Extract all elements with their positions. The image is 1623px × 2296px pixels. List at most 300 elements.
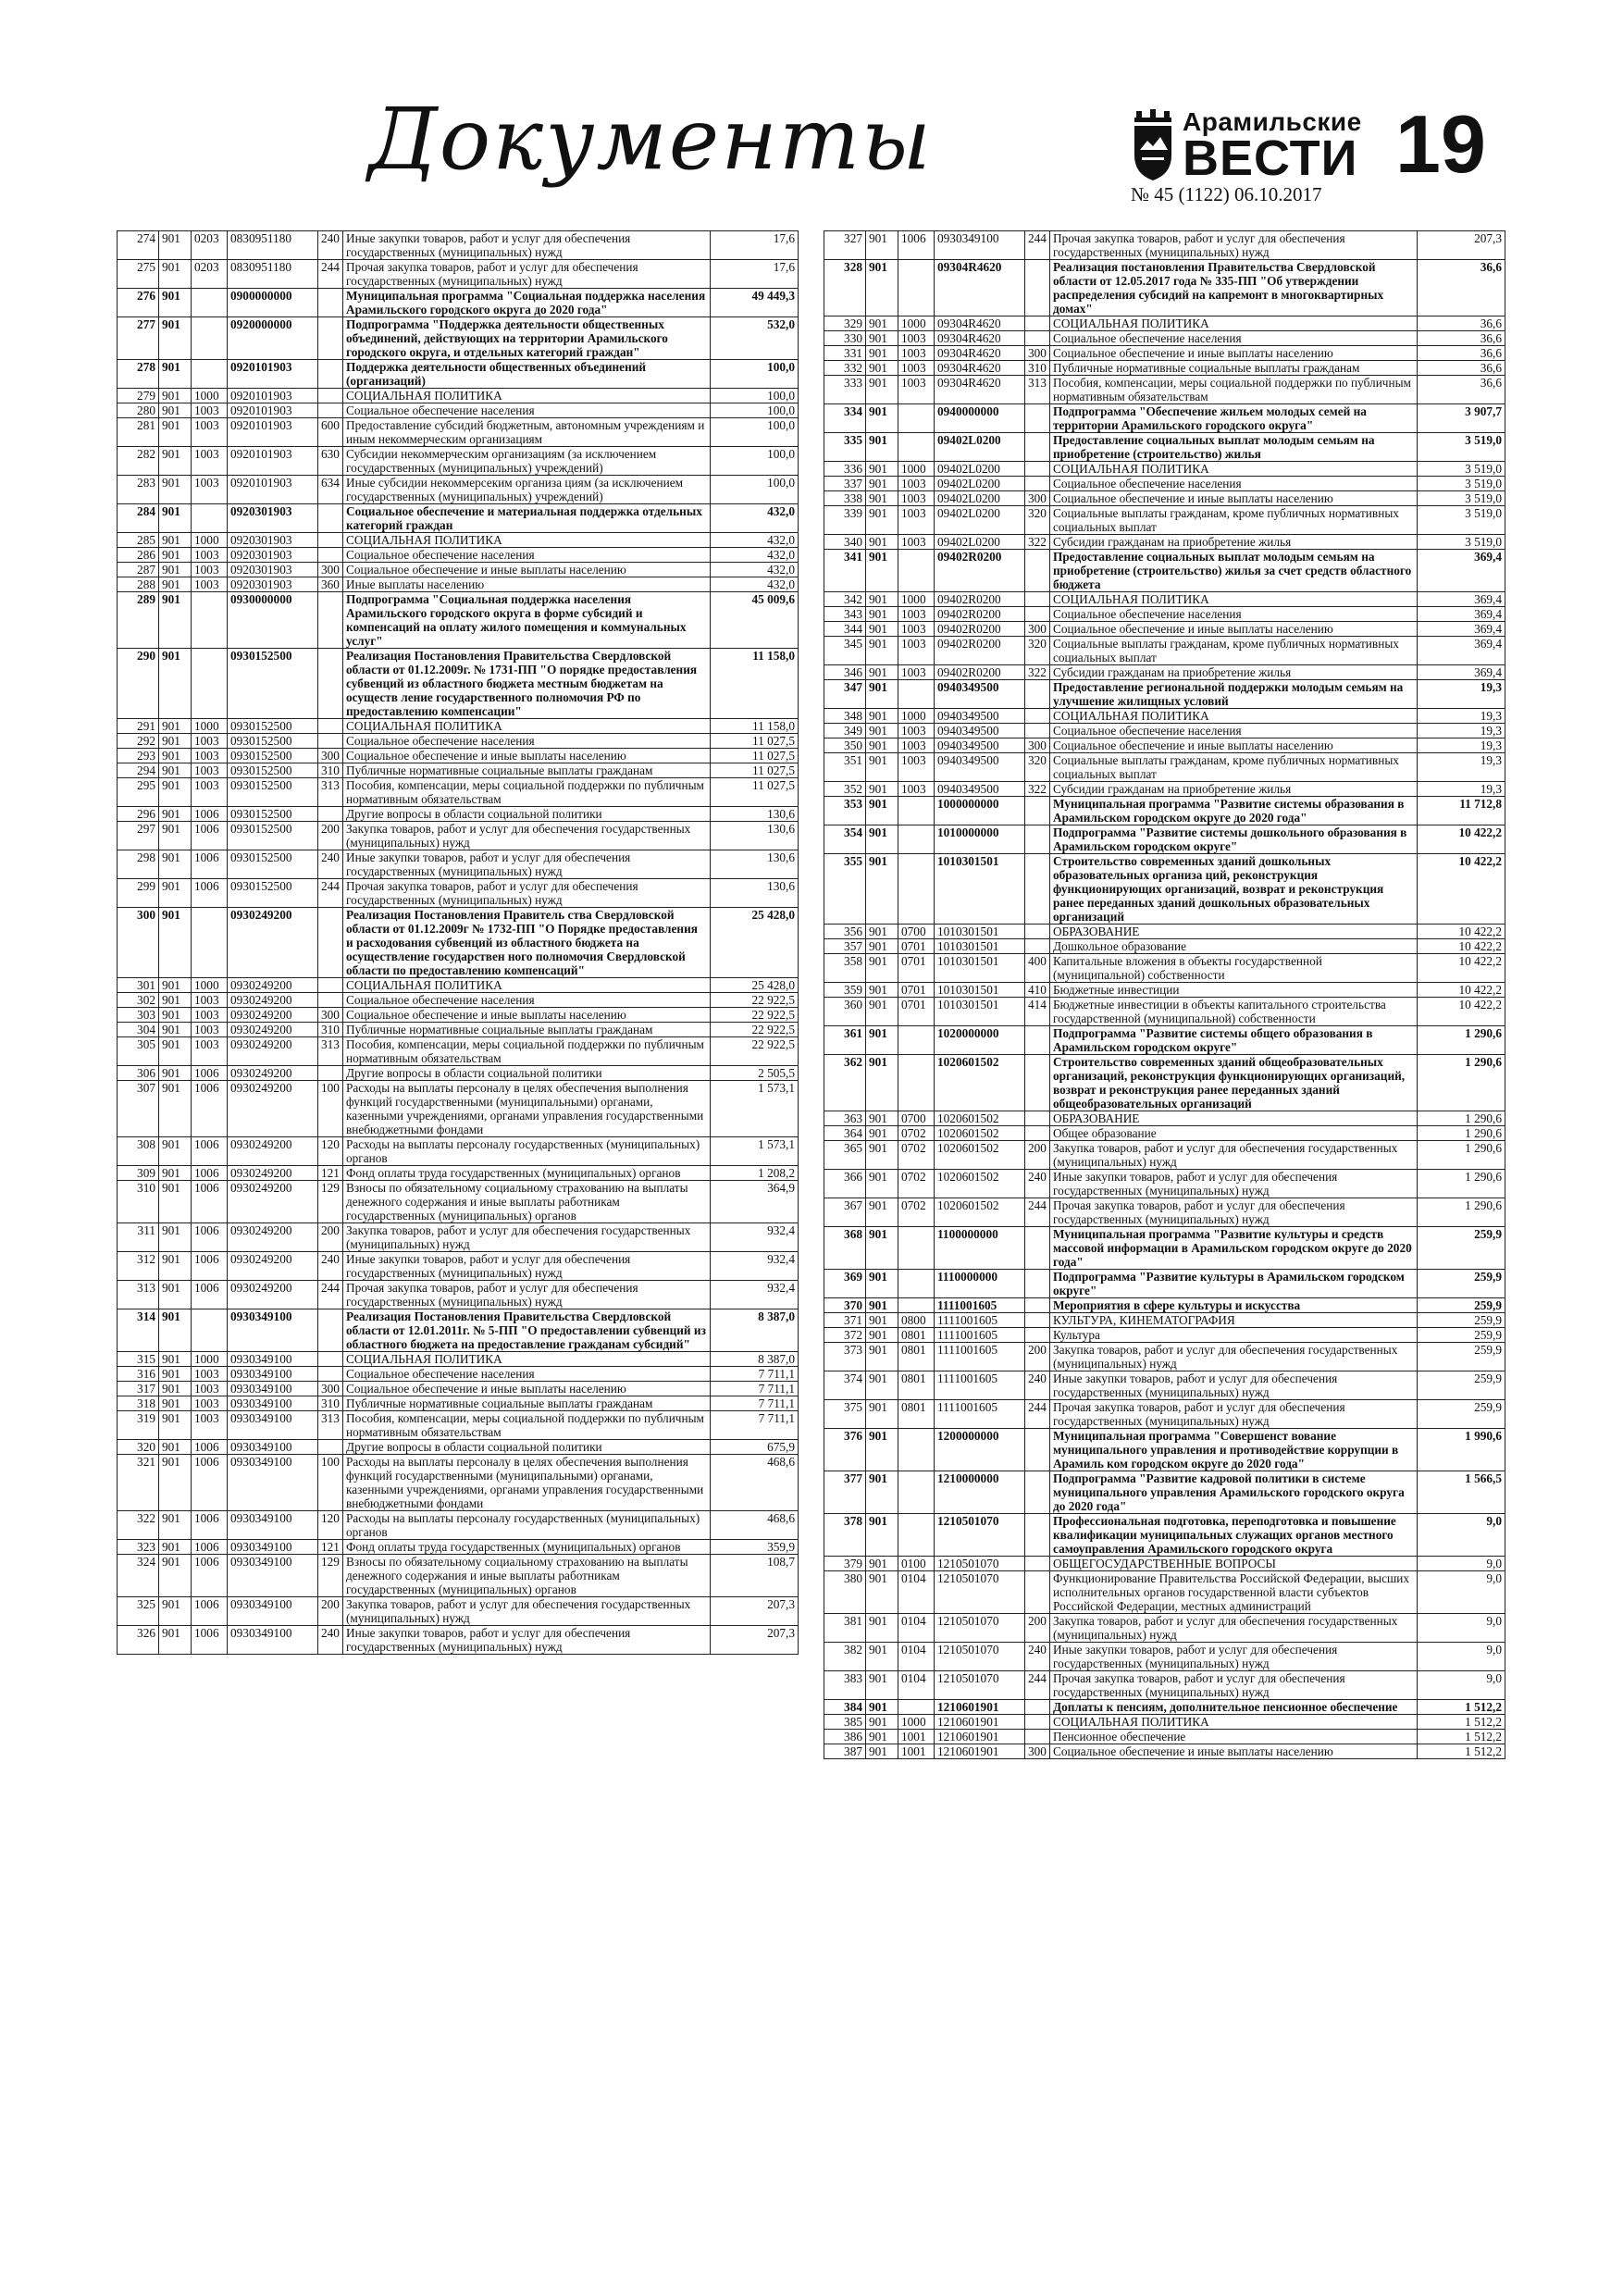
target-article-code: 0920101903 [228,447,318,476]
department-code: 901 [866,622,898,637]
department-code: 901 [866,939,898,954]
expense-name: Предоставление региональной поддержки молодым семьям на улучшение жилищных условий [1050,680,1418,709]
table-row [824,376,1505,404]
amount: 17,6 [711,231,799,260]
table-row [118,1309,799,1352]
table-row [824,1471,1505,1514]
target-article-code: 0930249200 [228,1281,318,1309]
department-code: 901 [159,649,192,719]
section-code: 1003 [898,376,935,404]
table-row [118,778,799,807]
row-number: 372 [824,1328,866,1343]
section-code [898,1514,935,1557]
expense-type-code [318,533,343,548]
target-article-code: 09304R4620 [935,376,1025,404]
section-code [898,260,935,316]
table-row [824,260,1505,316]
expense-name: Закупка товаров, работ и услуг для обеспечения государственных (муниципальных) нужд [343,1597,711,1626]
section-code: 1003 [192,749,228,763]
department-code: 901 [866,1141,898,1170]
target-article-code: 0930249200 [228,1181,318,1223]
table-row [118,1440,799,1455]
amount: 359,9 [711,1540,799,1555]
section-code: 0701 [898,939,935,954]
section-code [898,1227,935,1270]
amount: 36,6 [1418,316,1505,331]
table-row [118,1511,799,1540]
expense-name: Прочая закупка товаров, работ и услуг для обеспечения государственных (муниципальных) нужд [343,879,711,908]
row-number: 363 [824,1111,866,1126]
section-code [192,592,228,649]
row-number: 324 [118,1555,159,1597]
department-code: 901 [866,925,898,939]
table-row [824,1227,1505,1270]
expense-type-code: 300 [1025,1744,1050,1759]
table-row [118,260,799,289]
expense-type-code [318,317,343,360]
expense-name: Муниципальная программа "Совершенст вование муниципального управления и противодействие коррупции в Арамиль ком городском округе до 2020 года" [1050,1429,1418,1471]
amount: 9,0 [1418,1643,1505,1671]
target-article-code: 1210501070 [935,1514,1025,1557]
expense-type-code: 129 [318,1181,343,1223]
row-number: 365 [824,1141,866,1170]
expense-name: Социальное обеспечение и иные выплаты населению [343,1008,711,1023]
department-code: 901 [866,1429,898,1471]
section-code: 1001 [898,1744,935,1759]
row-number: 286 [118,548,159,563]
amount: 22 922,5 [711,1037,799,1066]
expense-name: Закупка товаров, работ и услуг для обеспечения государственных (муниципальных) нужд [343,1223,711,1252]
issue-number-date: № 45 (1122) 06.10.2017 [1131,183,1322,205]
table-row [824,1715,1505,1730]
expense-type-code [1025,331,1050,346]
expense-name: Пособия, компенсации, меры социальной поддержки по публичным нормативным обязательствам [343,1037,711,1066]
row-number: 279 [118,389,159,403]
target-article-code: 09402R0200 [935,607,1025,622]
amount: 1 290,6 [1418,1055,1505,1111]
row-number: 277 [118,317,159,360]
row-number: 387 [824,1744,866,1759]
expense-name: Взносы по обязательному социальному страхованию на выплаты денежного содержания и иные выплаты работникам государственных (муниципальных) органов [343,1181,711,1223]
section-code: 1003 [898,506,935,535]
section-code: 1003 [192,548,228,563]
row-number: 344 [824,622,866,637]
amount: 49 449,3 [711,289,799,317]
target-article-code: 1210501070 [935,1643,1025,1671]
section-code [898,1055,935,1111]
amount: 432,0 [711,504,799,533]
expense-name: Социальное обеспечение и иные выплаты населению [1050,346,1418,361]
expense-type-code: 300 [1025,491,1050,506]
amount: 3 519,0 [1418,491,1505,506]
expense-name: Субсидии гражданам на приобретение жилья [1050,782,1418,797]
department-code: 901 [159,260,192,289]
section-code [898,854,935,925]
department-code: 901 [159,879,192,908]
amount: 19,3 [1418,738,1505,753]
expense-name: Социальное обеспечение населения [1050,724,1418,738]
row-number: 356 [824,925,866,939]
expense-type-code: 120 [318,1137,343,1166]
expense-type-code [1025,433,1050,462]
row-number: 311 [118,1223,159,1252]
amount: 130,6 [711,879,799,908]
amount: 36,6 [1418,331,1505,346]
amount: 130,6 [711,807,799,822]
table-row [824,1328,1505,1343]
department-code: 901 [159,1352,192,1367]
table-row [118,978,799,993]
table-row [118,1166,799,1181]
expense-type-code [318,592,343,649]
expense-type-code: 240 [318,231,343,260]
target-article-code: 09402L0200 [935,462,1025,477]
target-article-code: 1111001605 [935,1371,1025,1400]
target-article-code: 1010000000 [935,825,1025,854]
expense-name: Другие вопросы в области социальной политики [343,1066,711,1081]
amount: 45 009,6 [711,592,799,649]
department-code: 901 [866,1313,898,1328]
amount: 675,9 [711,1440,799,1455]
row-number: 319 [118,1411,159,1440]
amount: 10 422,2 [1418,925,1505,939]
expense-type-code [1025,825,1050,854]
expense-type-code [318,908,343,978]
target-article-code: 0940349500 [935,709,1025,724]
amount: 3 907,7 [1418,404,1505,433]
amount: 22 922,5 [711,1023,799,1037]
expense-type-code: 100 [318,1455,343,1511]
department-code: 901 [866,535,898,550]
expense-type-code [1025,854,1050,925]
table-row [118,1066,799,1081]
target-article-code: 0930152500 [228,734,318,749]
expense-type-code: 244 [318,1281,343,1309]
expense-name: ОБРАЗОВАНИЕ [1050,925,1418,939]
section-code: 1006 [192,1540,228,1555]
row-number: 358 [824,954,866,983]
row-number: 315 [118,1352,159,1367]
expense-name: СОЦИАЛЬНАЯ ПОЛИТИКА [1050,709,1418,724]
amount: 1 512,2 [1418,1700,1505,1715]
target-article-code: 0920101903 [228,389,318,403]
department-code: 901 [866,1471,898,1514]
row-number: 361 [824,1026,866,1055]
section-code: 0203 [192,231,228,260]
section-code: 1006 [898,231,935,260]
amount: 932,4 [711,1252,799,1281]
table-row [824,680,1505,709]
amount: 36,6 [1418,260,1505,316]
department-code: 901 [866,433,898,462]
expense-type-code: 320 [1025,753,1050,782]
expense-type-code: 240 [1025,1371,1050,1400]
expense-name: Социальное обеспечение и иные выплаты населению [343,749,711,763]
amount: 7 711,1 [711,1411,799,1440]
table-row [824,1571,1505,1614]
page-header [0,0,1623,222]
expense-type-code: 360 [318,577,343,592]
expense-name: СОЦИАЛЬНАЯ ПОЛИТИКА [343,1352,711,1367]
target-article-code: 1010301501 [935,939,1025,954]
row-number: 345 [824,637,866,665]
section-code: 1000 [898,316,935,331]
expense-type-code [1025,1313,1050,1328]
row-number: 385 [824,1715,866,1730]
expense-name: Социальное обеспечение и иные выплаты населению [1050,491,1418,506]
amount: 19,3 [1418,680,1505,709]
expense-type-code: 313 [1025,376,1050,404]
target-article-code: 1020601502 [935,1141,1025,1170]
section-code: 1003 [898,346,935,361]
department-code: 901 [866,1270,898,1298]
table-row [824,1744,1505,1759]
amount: 259,9 [1418,1343,1505,1371]
expense-type-code [318,993,343,1008]
row-number: 292 [118,734,159,749]
section-code: 1003 [192,778,228,807]
department-code: 901 [866,998,898,1026]
target-article-code: 1020601502 [935,1055,1025,1111]
target-article-code: 0900000000 [228,289,318,317]
department-code: 901 [866,738,898,753]
target-article-code: 0930249200 [228,908,318,978]
section-code: 1003 [898,782,935,797]
target-article-code: 09402R0200 [935,665,1025,680]
table-row [824,231,1505,260]
expense-name: Субсидии гражданам на приобретение жилья [1050,535,1418,550]
expense-name: Социальное обеспечение населения [343,403,711,418]
expense-type-code: 300 [1025,346,1050,361]
expense-type-code [318,389,343,403]
department-code: 901 [159,231,192,260]
amount: 17,6 [711,260,799,289]
department-code: 901 [866,782,898,797]
row-number: 331 [824,346,866,361]
department-code: 901 [866,1671,898,1700]
section-code: 0701 [898,954,935,983]
section-code: 1003 [192,1023,228,1037]
expense-name: Расходы на выплаты персоналу государственных (муниципальных) органов [343,1137,711,1166]
target-article-code: 1210601901 [935,1730,1025,1744]
department-code: 901 [866,1055,898,1111]
amount: 1 290,6 [1418,1026,1505,1055]
amount: 1 290,6 [1418,1111,1505,1126]
table-row [118,548,799,563]
table-row [824,404,1505,433]
department-code: 901 [866,1227,898,1270]
expense-type-code [1025,1298,1050,1313]
row-number: 360 [824,998,866,1026]
row-number: 364 [824,1126,866,1141]
target-article-code: 0920101903 [228,418,318,447]
expense-name: Общее образование [1050,1126,1418,1141]
row-number: 379 [824,1557,866,1571]
expense-name: Закупка товаров, работ и услуг для обеспечения государственных (муниципальных) нужд [1050,1141,1418,1170]
expense-type-code: 400 [1025,954,1050,983]
department-code: 901 [159,1396,192,1411]
target-article-code: 1210501070 [935,1557,1025,1571]
expense-type-code [1025,939,1050,954]
section-code: 0203 [192,260,228,289]
amount: 100,0 [711,447,799,476]
row-number: 355 [824,854,866,925]
expense-name: Реализация Постановления Правительства Свердловской области от 12.01.2011г. № 5-ПП "О предоставлении субвенций из областного бюджета на предоставление гражданам субсидий" [343,1309,711,1352]
department-code: 901 [866,404,898,433]
department-code: 901 [866,709,898,724]
department-code: 901 [159,1137,192,1166]
target-article-code: 0930152500 [228,719,318,734]
department-code: 901 [866,1700,898,1715]
table-row [118,317,799,360]
section-code: 0702 [898,1198,935,1227]
table-row [824,462,1505,477]
table-row [824,925,1505,939]
expense-type-code: 630 [318,447,343,476]
table-row [824,1198,1505,1227]
table-row [118,908,799,978]
expense-type-code [318,289,343,317]
section-code: 0100 [898,1557,935,1571]
row-number: 284 [118,504,159,533]
amount: 1 512,2 [1418,1715,1505,1730]
amount: 432,0 [711,548,799,563]
table-row [118,563,799,577]
amount: 100,0 [711,403,799,418]
budget-table-right [824,230,1505,1759]
amount: 3 519,0 [1418,506,1505,535]
row-number: 275 [118,260,159,289]
target-article-code: 0930249200 [228,1166,318,1181]
amount: 130,6 [711,822,799,850]
expense-name: СОЦИАЛЬНАЯ ПОЛИТИКА [1050,592,1418,607]
target-article-code: 1020601502 [935,1111,1025,1126]
target-article-code: 0930349100 [935,231,1025,260]
table-row [118,1008,799,1023]
department-code: 901 [159,447,192,476]
department-code: 901 [866,1557,898,1571]
table-row [824,1614,1505,1643]
expense-type-code: 320 [1025,637,1050,665]
department-code: 901 [866,983,898,998]
expense-type-code: 121 [318,1166,343,1181]
expense-type-code [318,1309,343,1352]
section-code [192,1309,228,1352]
expense-type-code: 600 [318,418,343,447]
expense-type-code: 200 [1025,1343,1050,1371]
amount: 1 573,1 [711,1137,799,1166]
amount: 7 711,1 [711,1396,799,1411]
row-number: 375 [824,1400,866,1429]
expense-type-code [1025,607,1050,622]
table-row [118,1626,799,1655]
amount: 10 422,2 [1418,825,1505,854]
row-number: 376 [824,1429,866,1471]
target-article-code: 0940000000 [935,404,1025,433]
table-row [824,1026,1505,1055]
department-code: 901 [159,1166,192,1181]
expense-name: Социальные выплаты гражданам, кроме публичных нормативных социальных выплат [1050,637,1418,665]
expense-type-code: 313 [318,778,343,807]
section-code [898,550,935,592]
row-number: 321 [118,1455,159,1511]
expense-type-code: 244 [318,260,343,289]
amount: 9,0 [1418,1671,1505,1700]
department-code: 901 [159,1540,192,1555]
department-code: 901 [866,954,898,983]
department-code: 901 [159,822,192,850]
table-row [824,637,1505,665]
expense-name: Бюджетные инвестиции [1050,983,1418,998]
expense-type-code: 120 [318,1511,343,1540]
section-code: 1003 [898,637,935,665]
section-code: 1003 [898,622,935,637]
row-number: 374 [824,1371,866,1400]
expense-name: Социальное обеспечение и иные выплаты населению [343,563,711,577]
target-article-code: 0930152500 [228,778,318,807]
table-row [824,738,1505,753]
left-column [117,230,799,1655]
expense-name: Социальное обеспечение населения [1050,477,1418,491]
amount: 36,6 [1418,361,1505,376]
amount: 11 027,5 [711,734,799,749]
expense-type-code [1025,724,1050,738]
target-article-code: 1020601502 [935,1198,1025,1227]
department-code: 901 [159,763,192,778]
amount: 3 519,0 [1418,477,1505,491]
section-code [192,289,228,317]
department-code: 901 [159,1411,192,1440]
department-code: 901 [866,724,898,738]
target-article-code: 1200000000 [935,1429,1025,1471]
expense-type-code: 240 [1025,1170,1050,1198]
department-code: 901 [866,753,898,782]
expense-type-code: 200 [318,1223,343,1252]
amount: 11 712,8 [1418,797,1505,825]
department-code: 901 [866,1298,898,1313]
row-number: 337 [824,477,866,491]
table-row [118,1540,799,1555]
department-code: 901 [159,1037,192,1066]
amount: 369,4 [1418,622,1505,637]
expense-name: Поддержка деятельности общественных объединений (организаций) [343,360,711,389]
table-row [824,753,1505,782]
table-row [118,577,799,592]
department-code: 901 [159,317,192,360]
section-code: 1006 [192,1626,228,1655]
target-article-code: 1111001605 [935,1343,1025,1371]
expense-name: СОЦИАЛЬНАЯ ПОЛИТИКА [343,719,711,734]
expense-name: Социальное обеспечение населения [343,548,711,563]
expense-type-code [1025,260,1050,316]
section-code [898,1471,935,1514]
section-code: 1003 [898,753,935,782]
row-number: 330 [824,331,866,346]
department-code: 901 [866,331,898,346]
department-code: 901 [159,1023,192,1037]
section-code: 1006 [192,1166,228,1181]
expense-name: Иные закупки товаров, работ и услуг для обеспечения государственных (муниципальных) нужд [1050,1643,1418,1671]
section-code: 1003 [898,491,935,506]
row-number: 342 [824,592,866,607]
expense-type-code [318,719,343,734]
row-number: 340 [824,535,866,550]
section-code: 1006 [192,1066,228,1081]
target-article-code: 0830951180 [228,260,318,289]
expense-name: Иные закупки товаров, работ и услуг для обеспечения государственных (муниципальных) нужд [343,1626,711,1655]
amount: 3 519,0 [1418,535,1505,550]
section-code: 0104 [898,1571,935,1614]
